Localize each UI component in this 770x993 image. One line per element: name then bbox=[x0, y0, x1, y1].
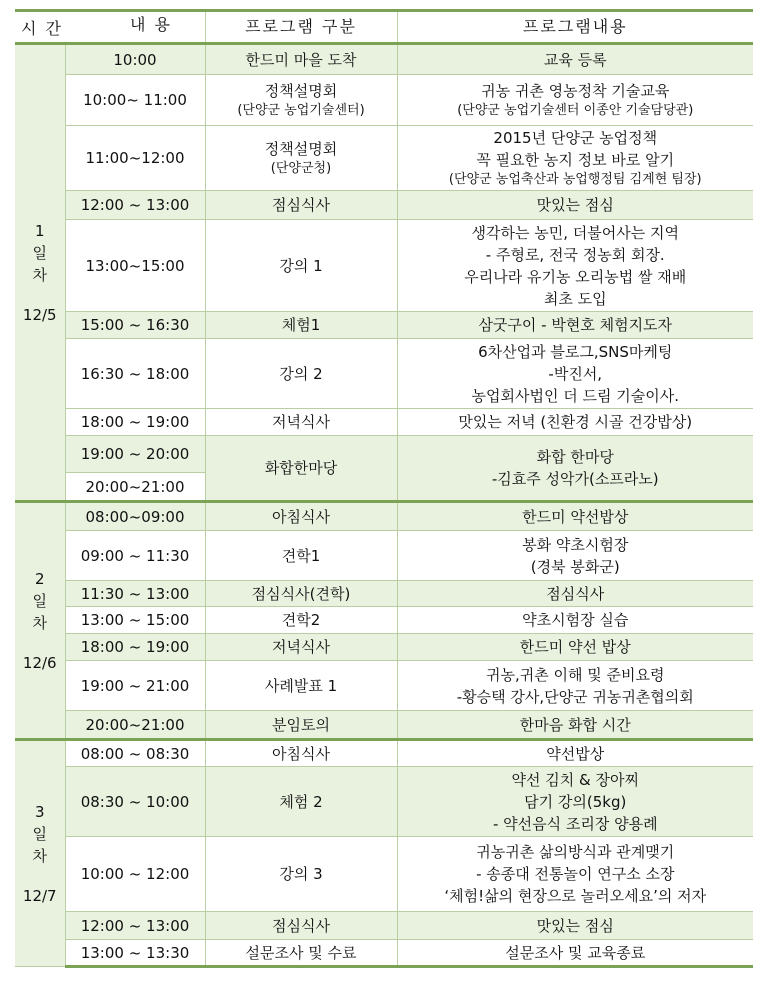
program-text: 설문조사 및 수료 bbox=[245, 943, 357, 962]
detail-cell bbox=[397, 44, 753, 75]
detail-cell bbox=[397, 711, 753, 740]
time-cell: 18:00 ~ 19:00 bbox=[65, 634, 205, 661]
program-subtext: (단양군청) bbox=[270, 161, 332, 176]
detail-text: 우리나라 유기농 오리농법 쌀 재배 bbox=[464, 267, 687, 286]
program-text: 강의 2 bbox=[279, 364, 323, 383]
time-cell: 13:00~15:00 bbox=[65, 220, 205, 312]
detail-text: 약초시험장 실습 bbox=[522, 611, 629, 629]
detail-text: 꼭 필요한 농지 정보 바로 알기 bbox=[476, 151, 675, 169]
detail-cell bbox=[397, 436, 753, 502]
day-il: 일 bbox=[32, 591, 47, 610]
detail-cell bbox=[397, 940, 753, 967]
program-cell bbox=[205, 436, 397, 502]
table-row bbox=[15, 44, 753, 75]
detail-text: 생각하는 농민, 더불어사는 지역 bbox=[471, 223, 679, 242]
program-text: 체험1 bbox=[281, 316, 321, 334]
time-cell: 08:00~09:00 bbox=[65, 502, 205, 531]
detail-text: - 송종대 전통놀이 연구소 소장 bbox=[476, 865, 675, 883]
detail-cell bbox=[397, 220, 753, 312]
program-cell bbox=[205, 191, 397, 220]
table-row bbox=[15, 634, 753, 661]
detail-text: -황승택 강사,단양군 귀농귀촌협의회 bbox=[456, 687, 694, 706]
program-text: 강의 3 bbox=[279, 865, 323, 883]
table-row bbox=[15, 191, 753, 220]
detail-text: 최초 도입 bbox=[543, 289, 607, 308]
program-text: 분임토의 bbox=[272, 715, 330, 734]
detail-text: 약선밥상 bbox=[546, 744, 605, 763]
detail-cell bbox=[397, 912, 753, 940]
table-row bbox=[15, 940, 753, 967]
program-text: 아침식사 bbox=[272, 507, 330, 526]
detail-cell bbox=[397, 837, 753, 912]
detail-cell bbox=[397, 409, 753, 436]
table-row bbox=[15, 75, 753, 126]
program-cell bbox=[205, 740, 397, 767]
detail-text: 농업회사법인 더 드림 기술이사. bbox=[471, 386, 679, 405]
day-il: 일 bbox=[32, 824, 47, 843]
detail-text: 6차산업과 블로그,SNS마케팅 bbox=[478, 342, 673, 361]
day-date: 12/6 bbox=[22, 653, 57, 672]
table-row bbox=[15, 502, 753, 531]
program-text: 정책설명회 bbox=[264, 82, 338, 100]
time-cell: 15:00 ~ 16:30 bbox=[65, 312, 205, 339]
detail-text: 귀농,귀촌 이해 및 준비요령 bbox=[486, 665, 665, 684]
time-cell: 12:00 ~ 13:00 bbox=[65, 191, 205, 220]
time-cell: 09:00 ~ 11:30 bbox=[65, 531, 205, 581]
time-cell: 12:00 ~ 13:00 bbox=[65, 912, 205, 940]
detail-text: 2015년 단양군 농업정책 bbox=[493, 129, 658, 147]
detail-cell bbox=[397, 740, 753, 767]
program-cell bbox=[205, 634, 397, 661]
program-subtext: (단양군 농업기술센터) bbox=[237, 103, 365, 118]
table-row bbox=[15, 607, 753, 634]
table-row bbox=[15, 339, 753, 409]
detail-cell bbox=[397, 581, 753, 607]
detail-cell bbox=[397, 661, 753, 711]
day-il: 일 bbox=[32, 243, 47, 262]
program-text: 사례발표 1 bbox=[264, 676, 338, 695]
program-text: 견학1 bbox=[281, 546, 321, 565]
program-cell bbox=[205, 837, 397, 912]
day-cell bbox=[15, 502, 65, 740]
time-cell: 10:00~ 11:00 bbox=[65, 75, 205, 126]
detail-text: -박진서, bbox=[548, 364, 603, 383]
program-text: 점심식사(견학) bbox=[251, 584, 351, 603]
day-cha: 차 bbox=[32, 846, 47, 865]
program-cell bbox=[205, 711, 397, 740]
program-cell bbox=[205, 912, 397, 940]
header-content: 내 용 bbox=[130, 15, 172, 34]
program-cell bbox=[205, 409, 397, 436]
time-cell: 10:00 bbox=[65, 44, 205, 75]
program-text: 저녁식사 bbox=[272, 413, 330, 431]
detail-text: -김효주 성악가(소프라노) bbox=[491, 470, 659, 488]
program-text: 점심식사 bbox=[272, 196, 330, 214]
detail-text: 맛있는 점심 bbox=[536, 196, 614, 214]
day-number: 3 bbox=[34, 802, 45, 821]
program-cell bbox=[205, 220, 397, 312]
program-text: 강의 1 bbox=[279, 256, 323, 275]
time-cell: 11:00~12:00 bbox=[65, 126, 205, 191]
time-cell: 20:00~21:00 bbox=[65, 473, 205, 502]
program-cell bbox=[205, 607, 397, 634]
program-cell bbox=[205, 339, 397, 409]
table-row bbox=[15, 409, 753, 436]
detail-text: - 약선음식 조리장 양용례 bbox=[492, 814, 658, 833]
detail-text: 약선 김치 & 장아찌 bbox=[511, 770, 639, 789]
table-row bbox=[15, 220, 753, 312]
detail-cell bbox=[397, 502, 753, 531]
header-time: 시 간 bbox=[21, 19, 63, 38]
detail-cell bbox=[397, 75, 753, 126]
program-cell bbox=[205, 940, 397, 967]
table-row bbox=[15, 661, 753, 711]
header-detail: 프로그램내용 bbox=[397, 11, 753, 44]
detail-text: 귀농귀촌 삶의방식과 관계맺기 bbox=[476, 843, 675, 861]
table-row bbox=[15, 740, 753, 767]
table-row bbox=[15, 531, 753, 581]
program-cell bbox=[205, 767, 397, 837]
program-cell bbox=[205, 581, 397, 607]
header-row bbox=[15, 11, 753, 44]
detail-cell bbox=[397, 312, 753, 339]
detail-cell bbox=[397, 531, 753, 581]
detail-subtext: (단양군 농업기술센터 이종안 기술담당관) bbox=[457, 103, 694, 118]
program-cell bbox=[205, 502, 397, 531]
program-cell bbox=[205, 661, 397, 711]
table-row bbox=[15, 837, 753, 912]
time-cell: 16:30 ~ 18:00 bbox=[65, 339, 205, 409]
program-cell bbox=[205, 126, 397, 191]
time-cell: 18:00 ~ 19:00 bbox=[65, 409, 205, 436]
table-row bbox=[15, 912, 753, 940]
program-text: 한드미 마을 도착 bbox=[245, 50, 357, 69]
program-text: 견학2 bbox=[281, 611, 321, 629]
detail-text: 점심식사 bbox=[546, 584, 605, 603]
time-cell: 20:00~21:00 bbox=[65, 711, 205, 740]
program-cell bbox=[205, 75, 397, 126]
program-text: 체험 2 bbox=[279, 792, 323, 811]
detail-cell bbox=[397, 634, 753, 661]
detail-cell bbox=[397, 767, 753, 837]
day-number: 1 bbox=[34, 221, 45, 240]
table-row bbox=[15, 767, 753, 837]
detail-cell bbox=[397, 339, 753, 409]
detail-text: 한마음 화합 시간 bbox=[519, 715, 631, 734]
program-text: 정책설명회 bbox=[264, 140, 338, 158]
day-cell bbox=[15, 740, 65, 967]
program-cell bbox=[205, 44, 397, 75]
detail-text: 화합 한마당 bbox=[536, 448, 614, 466]
header-time-content bbox=[15, 11, 205, 44]
detail-text: 봉화 약초시험장 bbox=[522, 535, 629, 554]
time-cell: 10:00 ~ 12:00 bbox=[65, 837, 205, 912]
detail-text: (경북 봉화군) bbox=[530, 557, 620, 576]
time-cell: 11:30 ~ 13:00 bbox=[65, 581, 205, 607]
table-row bbox=[15, 436, 753, 473]
table-row bbox=[15, 711, 753, 740]
detail-text: 한드미 약선 밥상 bbox=[519, 638, 631, 656]
program-text: 저녁식사 bbox=[272, 638, 330, 656]
time-cell: 13:00 ~ 15:00 bbox=[65, 607, 205, 634]
detail-subtext: (단양군 농업축산과 농업행정팀 김계현 팀장) bbox=[448, 172, 702, 187]
detail-text: 맛있는 점심 bbox=[536, 916, 614, 935]
detail-text: 삼굿구이 - 박현호 체험지도자 bbox=[478, 316, 673, 334]
program-text: 아침식사 bbox=[272, 744, 330, 763]
detail-text: 설문조사 및 교육종료 bbox=[505, 943, 646, 962]
program-cell bbox=[205, 312, 397, 339]
header-program: 프로그램 구분 bbox=[205, 11, 397, 44]
table-row bbox=[15, 312, 753, 339]
day-date: 12/7 bbox=[22, 886, 57, 905]
detail-cell bbox=[397, 126, 753, 191]
detail-text: 맛있는 저녁 (친환경 시골 건강밥상) bbox=[458, 413, 693, 431]
detail-text: ‘체험!삶의 현장으로 놀러오세요’의 저자 bbox=[444, 887, 707, 905]
detail-text: 담기 강의(5kg) bbox=[524, 792, 627, 811]
program-text: 화합한마당 bbox=[264, 459, 338, 477]
detail-text: 한드미 약선밥상 bbox=[522, 507, 629, 526]
detail-cell bbox=[397, 607, 753, 634]
time-cell: 19:00 ~ 20:00 bbox=[65, 436, 205, 473]
detail-text: 교육 등록 bbox=[543, 50, 607, 69]
program-text: 점심식사 bbox=[272, 916, 330, 935]
detail-text: 귀농 귀촌 영농정착 기술교육 bbox=[481, 82, 670, 100]
day-cha: 차 bbox=[32, 613, 47, 632]
time-cell: 19:00 ~ 21:00 bbox=[65, 661, 205, 711]
day-number: 2 bbox=[34, 569, 45, 588]
table-row bbox=[15, 126, 753, 191]
day-cha: 차 bbox=[32, 265, 47, 284]
day-date: 12/5 bbox=[22, 305, 57, 324]
time-cell: 13:00 ~ 13:30 bbox=[65, 940, 205, 967]
detail-text: - 주형로, 전국 정농회 회장. bbox=[485, 245, 665, 264]
day-cell bbox=[15, 44, 65, 502]
time-cell: 08:30 ~ 10:00 bbox=[65, 767, 205, 837]
table-row bbox=[15, 581, 753, 607]
detail-cell bbox=[397, 191, 753, 220]
time-cell: 08:00 ~ 08:30 bbox=[65, 740, 205, 767]
program-cell bbox=[205, 531, 397, 581]
schedule-table bbox=[15, 9, 753, 968]
